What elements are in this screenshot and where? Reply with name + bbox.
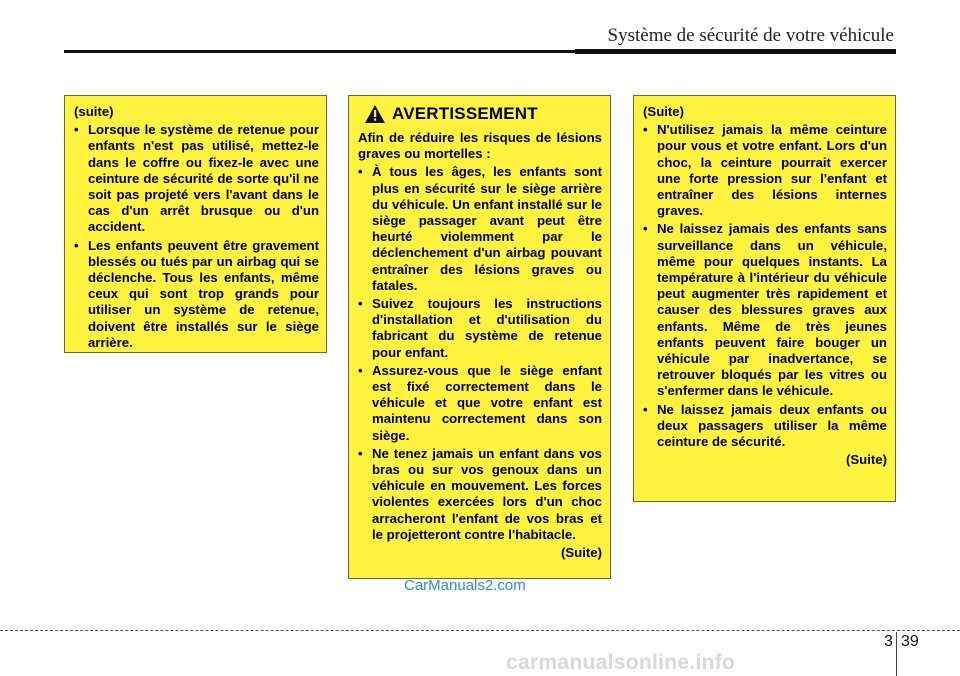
list-item: • Les enfants peuvent être gravement blessés ou tués par un airbag qui se déclenche. Tous les enfants, même ceux qui sont trop grands pour utiliser un système de retenue, doivent être installés sur le siège arrière. (74, 237, 319, 350)
footer-divider (0, 630, 960, 631)
caution-box-left (64, 95, 327, 353)
bullet-icon: • (74, 237, 79, 253)
bullet-list (358, 164, 602, 543)
footer-watermark: carmanualsonline.info (506, 651, 736, 674)
bullet-icon: • (643, 122, 648, 138)
box-intro: Afin de réduire les risques de lésions graves ou mortelles : (358, 130, 602, 162)
list-item: • Ne laissez jamais des enfants sans surveillance dans un véhicule, même pour quelques instants. La température à l'intérieur du véhicule peut augmenter très rapidement et causer des blessures graves aux enfants. Même de très jeunes enfants peuvent faire bouger un véhicule par inadvertance, se retrouver bloqués par les vitres ou s'enfermer dans le véhicule. (643, 221, 887, 399)
bullet-icon: • (643, 221, 648, 237)
continued-label: (Suite) (845, 452, 887, 468)
chapter-number: 3 (884, 633, 893, 650)
list-item: • À tous les âges, les enfants sont plus en sécurité sur le siège arrière du véhicule. Un enfant installé sur le siège passager avant peut être heurté violemment par le déclenchement d'un airbag pouvant entraîner des lésions graves ou fatales. (358, 164, 602, 293)
list-item: • Ne laissez jamais deux enfants ou deux passagers utiliser la même ceinture de sécurité. (643, 401, 887, 450)
bullet-icon: • (358, 362, 363, 378)
caution-box-right (633, 95, 896, 502)
warning-box (348, 95, 611, 579)
list-item: • Suivez toujours les instructions d'installation et d'utilisation du fabricant du système de retenue pour enfant. (358, 296, 602, 360)
header-rule-accent (575, 49, 896, 54)
box-intro: (suite) (74, 104, 114, 119)
list-item: • N'utilisez jamais la même ceinture pour vous et votre enfant. Lors d'un choc, la ceinture pourrait exercer une forte pression sur l'enfant et entraîner des lésions internes graves. (643, 122, 887, 219)
page-header-title: Système de sécurité de votre véhicule (607, 25, 894, 46)
continued-label: (Suite) (560, 545, 602, 561)
page-number: 39 (901, 633, 919, 650)
bullet-icon: • (643, 401, 648, 417)
warning-triangle-icon (364, 104, 386, 124)
box-intro: (Suite) (643, 104, 685, 119)
bullet-icon: • (358, 296, 363, 312)
bullet-icon: • (74, 122, 79, 138)
bullet-icon: • (358, 164, 363, 180)
list-item: • Lorsque le système de retenue pour enfants n'est pas utilisé, mettez-le dans le coffre ou fixez-le avec une ceinture de sécurité de sorte qu'il ne soit pas projeté vers l'avant dans le cas d'un arrêt brusque ou d'un accident. (74, 122, 319, 235)
watermark-link[interactable]: CarManuals2.com (404, 577, 526, 594)
page-separator (896, 632, 897, 676)
bullet-icon: • (358, 445, 363, 461)
list-item: • Ne tenez jamais un enfant dans vos bras ou sur vos genoux dans un véhicule en mouvement. Les forces violentes exercées lors d'un choc arracheront l'enfant de vos bras et le projetteront contre l'habitacle. (358, 445, 602, 542)
warning-header (364, 104, 602, 124)
list-item: • Assurez-vous que le siège enfant est fixé correctement dans le véhicule et que votre enfant est maintenu correctement dans son siège. (358, 362, 602, 443)
bullet-list (643, 122, 887, 450)
warning-title: AVERTISSEMENT (392, 103, 538, 123)
bullet-list (74, 122, 319, 351)
